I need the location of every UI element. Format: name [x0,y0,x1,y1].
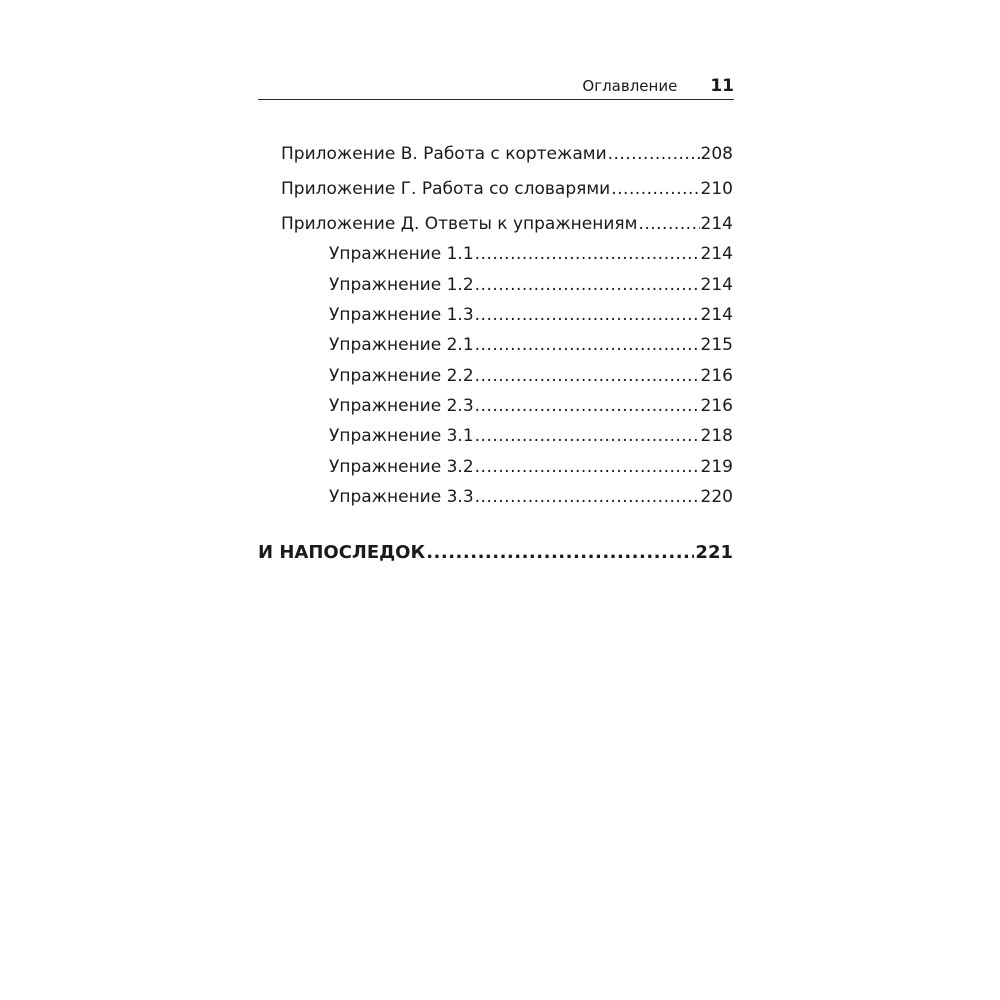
toc-entry-exercise-2-2[interactable] [329,365,733,387]
toc-entry-exercise-1-1[interactable] [329,243,733,265]
toc-entry-label: Упражнение 1.3 [329,305,474,325]
running-header [258,72,734,100]
toc-entry-page: 208 [700,144,733,164]
toc-entry-page: 215 [700,335,733,355]
toc-entry-appendix-v[interactable] [281,143,733,165]
toc-entry-label: Упражнение 2.1 [329,335,474,355]
toc-entry-exercise-1-2[interactable] [329,274,733,296]
toc-entry-label: И НАПОСЛЕДОК [258,542,426,563]
toc-entry-page: 218 [700,426,733,446]
toc-entry-page: 221 [695,542,733,563]
toc-entry-page: 216 [700,366,733,386]
toc-entry-page: 214 [700,275,733,295]
dot-leader [638,213,699,235]
toc-entry-exercise-1-3[interactable] [329,304,733,326]
toc-entry-page: 219 [700,457,733,477]
toc-entry-page: 214 [700,305,733,325]
dot-leader [426,542,694,564]
toc-entry-label: Упражнение 2.3 [329,396,474,416]
dot-leader [475,334,700,356]
dot-leader [475,274,700,296]
toc-entry-exercise-3-3[interactable] [329,486,733,508]
dot-leader [611,178,699,200]
toc-entry-page: 214 [700,214,733,234]
toc-entry-label: Приложение Г. Работа со словарями [281,179,611,199]
dot-leader [608,143,700,165]
toc-entry-label: Упражнение 3.3 [329,487,474,507]
header-page-number: 11 [710,76,734,96]
toc-entry-appendix-g[interactable] [281,178,733,200]
toc-entry-label: Приложение Д. Ответы к упражнениям [281,214,638,234]
toc-entry-page: 216 [700,396,733,416]
toc-entry-appendix-d[interactable] [281,213,733,235]
toc-entry-exercise-3-2[interactable] [329,456,733,478]
dot-leader [475,243,700,265]
toc-entry-page: 214 [700,244,733,264]
dot-leader [475,425,700,447]
toc-entry-exercise-2-3[interactable] [329,395,733,417]
toc-entry-page: 210 [700,179,733,199]
dot-leader [475,395,700,417]
toc-entry-exercise-2-1[interactable] [329,334,733,356]
dot-leader [475,456,700,478]
toc-entry-label: Упражнение 2.2 [329,366,474,386]
toc-entry-label: Приложение В. Работа с кортежами [281,144,607,164]
header-title: Оглавление [582,77,678,95]
toc-entry-label: Упражнение 3.1 [329,426,474,446]
toc-entry-exercise-3-1[interactable] [329,425,733,447]
dot-leader [475,365,700,387]
toc-entry-page: 220 [700,487,733,507]
dot-leader [475,304,700,326]
toc-entry-final[interactable] [258,542,733,564]
toc-entry-label: Упражнение 1.1 [329,244,474,264]
toc-entry-label: Упражнение 3.2 [329,457,474,477]
dot-leader [475,486,700,508]
toc-entry-label: Упражнение 1.2 [329,275,474,295]
